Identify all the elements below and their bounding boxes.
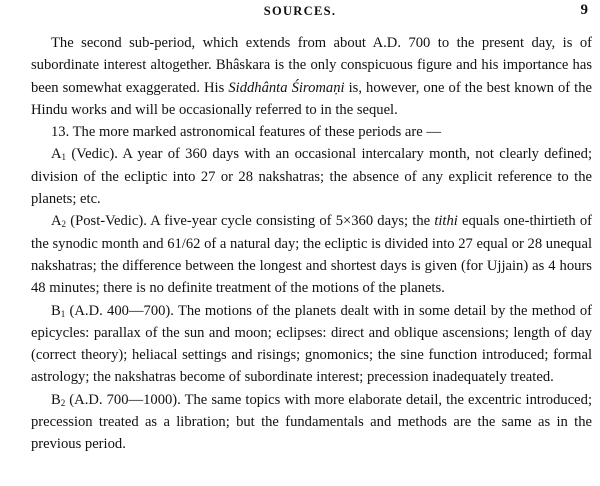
- paragraph-text: (A.D. 400—700). The motions of the planets dealt with in some detail by the method of epicycles: parallax of the sun and moon; eclipses: direct and oblique ascensions; length of day (correct theory); heliacal settings and risings; gnomonics; the sine function introduced; formal astrology; the nakshatras become of subordinate interest; precession inadequately treated.: [31, 302, 592, 386]
- period-letter: A: [51, 213, 62, 230]
- period-label: [51, 213, 66, 229]
- paragraph-text: equals one-thirtieth of the synodic month and 61/62 of a natural day; the ecliptic is divided into 27 equal or 28 unequal nakshatras; the difference between the longest and shortest days is given (for Ujjain) as 4 hours 48 minutes; there is no definite treatment of the motions of the planets.: [31, 213, 592, 297]
- paragraph-section-13: [31, 121, 592, 143]
- work-title: Siddhânta Śiromaṇi: [228, 79, 345, 96]
- period-subscript: 2: [61, 219, 67, 230]
- running-head: SOURCES.: [263, 4, 337, 18]
- paragraph-b2: [31, 389, 592, 456]
- paragraph-text: The second sub-period, which extends from about A.D. 700 to the present day, is of subordinate interest altogether. Bhâskara is the only conspicuous figure and his importance has been somewhat exaggerated. His: [31, 35, 592, 96]
- paragraph-a2: [31, 210, 592, 299]
- period-subscript: 1: [60, 308, 66, 319]
- paragraph-text: (Vedic). A year of 360 days with an occasional intercalary month, not clearly defined; division of the ecliptic into 27 or 28 nakshatras; the absence of any explicit reference to the planets; etc.: [31, 146, 592, 208]
- paragraph-text: (A.D. 700—1000). The same topics with more elaborate detail, the excentric introduced; precession treated as a libration; but the fundamentals and methods are the same as in the previous period.: [31, 391, 592, 453]
- paragraph-text: 13. The more marked astronomical features of these periods are —: [51, 124, 441, 141]
- paragraph-text: (Post-Vedic). A five-year cycle consisting of 5×360 days; the: [66, 213, 435, 230]
- page-number: 9: [580, 2, 588, 18]
- period-subscript: 1: [61, 152, 67, 163]
- period-subscript: 2: [60, 397, 66, 408]
- paragraph-a1: [31, 143, 592, 210]
- period-letter: B: [51, 302, 61, 319]
- period-label: [51, 303, 65, 319]
- period-letter: B: [51, 391, 61, 408]
- paragraph-text: is, however, one of the best known of the Hindu works and will be occasionally referred to in the sequel.: [31, 79, 592, 118]
- page-header: [0, 4, 600, 24]
- period-label: [51, 392, 65, 408]
- body-text: [31, 32, 592, 456]
- paragraph-sub-period: [31, 32, 592, 121]
- period-letter: A: [51, 146, 62, 163]
- period-label: [51, 146, 66, 162]
- paragraph-b1: [31, 300, 592, 389]
- italic-term: tithi: [434, 213, 458, 230]
